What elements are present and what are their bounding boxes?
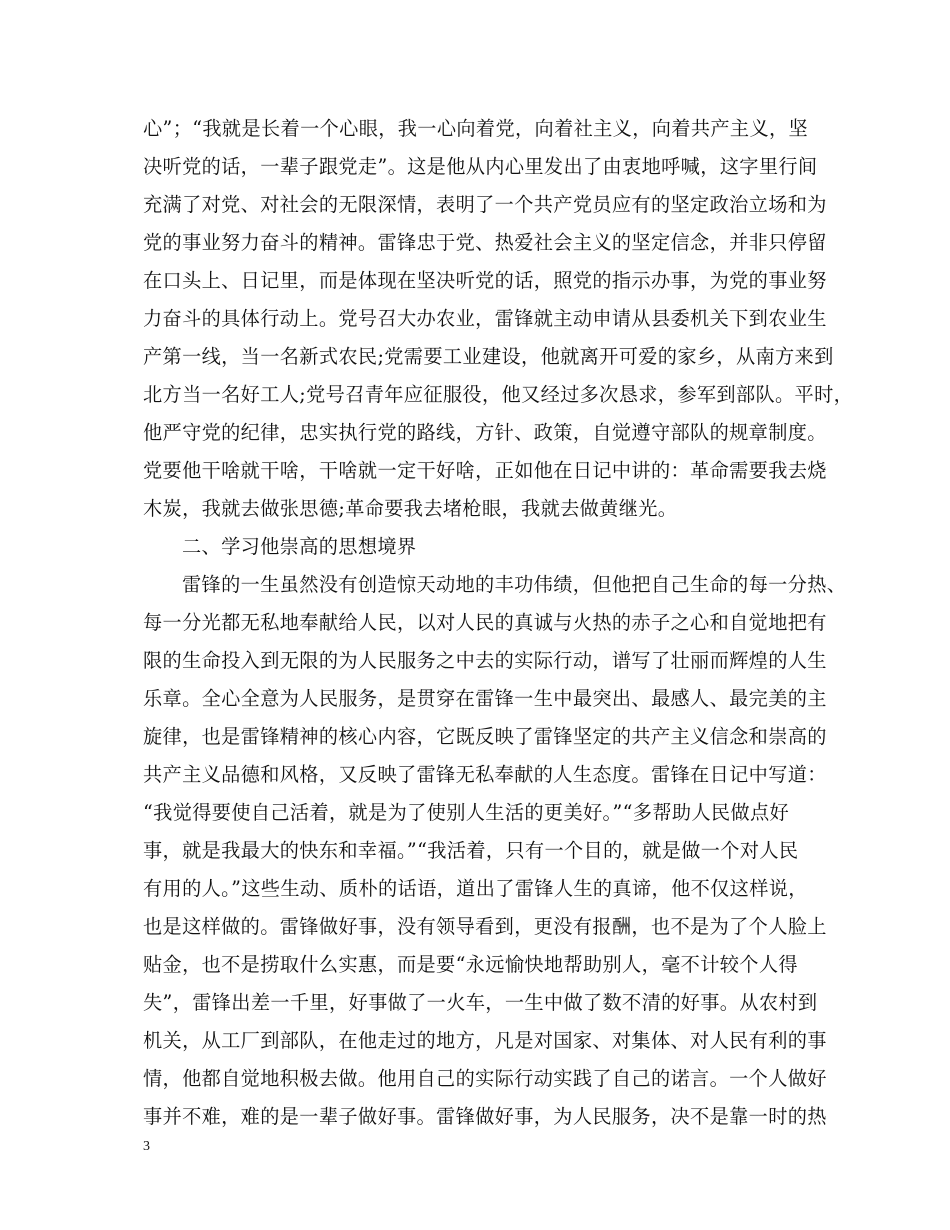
text-line: 雷锋的一生虽然没有创造惊天动地的丰功伟绩，但他把自己生命的每一分热、 <box>182 573 847 596</box>
text-line: 限的生命投入到无限的为人民服务之中去的实际行动，谱写了壮丽而辉煌的人生 <box>143 649 827 672</box>
text-line: 情，他都自觉地积极去做。他用自己的实际行动实践了自己的诺言。一个人做好 <box>143 1067 827 1090</box>
text-line: 机关，从工厂到部队，在他走过的地方，凡是对国家、对集体、对人民有利的事 <box>143 1029 827 1052</box>
text-line: 贴金，也不是捞取什么实惠，而是要“永远愉快地帮助别人，毫不计较个人得 <box>143 953 798 976</box>
text-line: 乐章。全心全意为人民服务，是贯穿在雷锋一生中最突出、最感人、最完美的主 <box>143 687 827 710</box>
text-line: 北方当一名好工人;党号召青年应征服役，他又经过多次恳求，参军到部队。平时， <box>143 383 854 406</box>
text-line: 充满了对党、对社会的无限深情，表明了一个共产党员应有的坚定政治立场和为 <box>143 193 827 216</box>
section-heading: 二、学习他崇高的思想境界 <box>182 535 417 558</box>
text-line: 旋律，也是雷锋精神的核心内容，它既反映了雷锋坚定的共产主义信念和崇高的 <box>143 725 827 748</box>
text-line: 事并不难，难的是一辈子做好事。雷锋做好事，为人民服务，决不是靠一时的热 <box>143 1105 827 1128</box>
text-line: “我觉得要使自己活着，就是为了使别人生活的更美好。”“多帮助人民做点好 <box>143 801 790 824</box>
text-line: 产第一线，当一名新式农民;党需要工业建设，他就离开可爱的家乡，从南方来到 <box>143 345 834 368</box>
text-line: 党要他干啥就干啥，干啥就一定干好啥，正如他在日记中讲的：革命需要我去烧 <box>143 459 827 482</box>
text-line: 也是这样做的。雷锋做好事，没有领导看到，更没有报酬，也不是为了个人脸上 <box>143 915 827 938</box>
text-line: 事，就是我最大的快东和幸福。”“我活着，只有一个目的，就是做一个对人民 <box>143 839 799 862</box>
text-line: 党的事业努力奋斗的精神。雷锋忠于党、热爱社会主义的坚定信念，并非只停留 <box>143 231 827 254</box>
text-line: 每一分光都无私地奉献给人民，以对人民的真诚与火热的赤子之心和自觉地把有 <box>143 611 827 634</box>
text-line: 在口头上、日记里，而是体现在坚决听党的话，照党的指示办事，为党的事业努 <box>143 269 827 292</box>
text-line: 心”；“我就是长着一个心眼，我一心向着党，向着社主义，向着共产主义，坚 <box>143 117 809 140</box>
text-line: 决听党的话，一辈子跟党走”。这是他从内心里发出了由衷地呼喊，这字里行间 <box>143 155 818 178</box>
text-line: 力奋斗的具体行动上。党号召大办农业，雷锋就主动申请从县委机关下到农业生 <box>143 307 827 330</box>
text-line: 有用的人。”这些生动、质朴的话语，道出了雷锋人生的真谛，他不仅这样说， <box>143 877 808 900</box>
text-line: 他严守党的纪律，忠实执行党的路线，方针、政策，自觉遵守部队的规章制度。 <box>143 421 827 444</box>
page-number: 3 <box>143 1139 150 1154</box>
text-line: 共产主义品德和风格，又反映了雷锋无私奉献的人生态度。雷锋在日记中写道： <box>143 763 827 786</box>
text-line: 失”，雷锋出差一千里，好事做了一火车，一生中做了数不清的好事。从农村到 <box>143 991 818 1014</box>
text-line: 木炭，我就去做张思德;革命要我去堵枪眼，我就去做黄继光。 <box>143 497 678 520</box>
